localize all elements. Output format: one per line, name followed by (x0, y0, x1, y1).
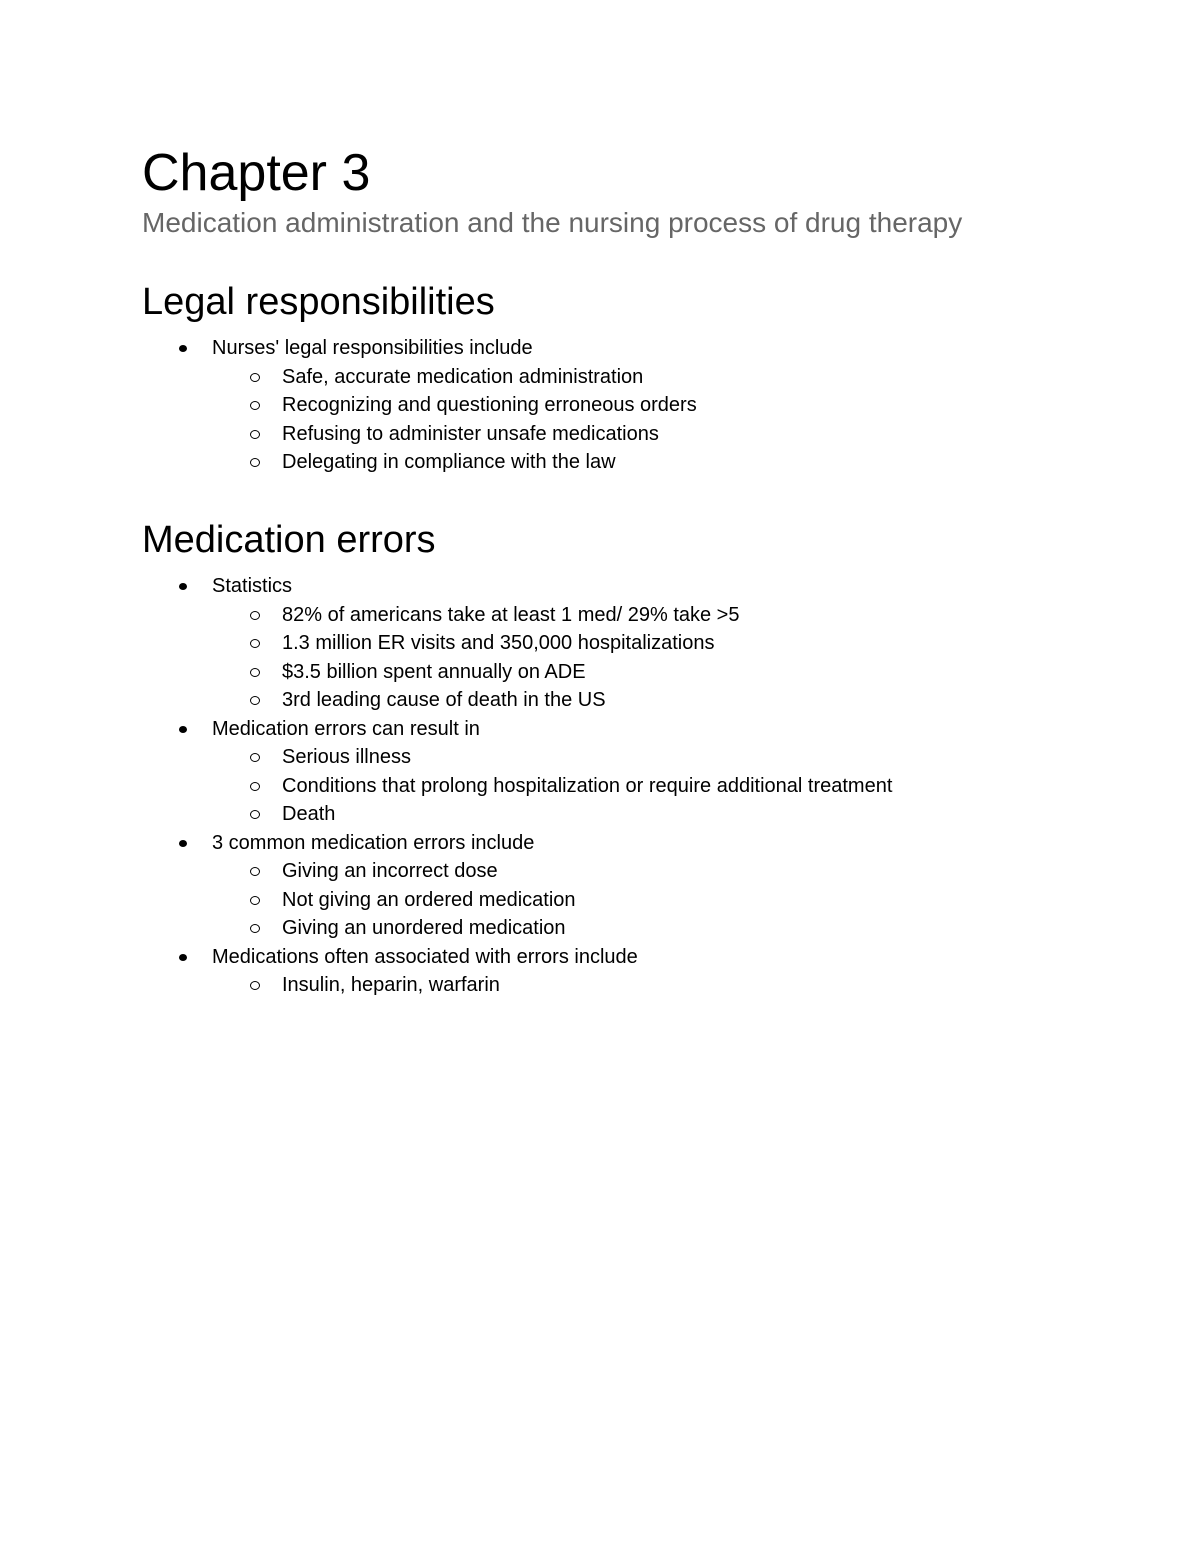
list-item-text: Nurses' legal responsibilities include (212, 337, 533, 359)
sub-list-item-text: Death (282, 803, 336, 825)
sub-list-item-text: Delegating in compliance with the law (282, 451, 616, 473)
sub-list-item-text: 3rd leading cause of death in the US (282, 689, 606, 711)
sub-list-item-text: Giving an unordered medication (282, 917, 566, 939)
sub-list-item-text: Giving an incorrect dose (282, 860, 498, 882)
section-heading-legal-responsibilities: Legal responsibilities (142, 281, 495, 323)
sub-list-item-text: 82% of americans take at least 1 med/ 29% take >5 (282, 603, 740, 626)
sub-list-item-text: Not giving an ordered medication (282, 888, 576, 911)
section-list-medication-errors (142, 572, 1142, 1000)
sub-list-item (142, 420, 1142, 449)
sub-list-item (142, 658, 1142, 687)
sub-list-item-text: $3.5 billion spent annually on ADE (282, 660, 586, 683)
sub-list-item-text: Recognizing and questioning erroneous orders (282, 394, 697, 416)
sub-list-item (142, 971, 1142, 1000)
section-list-legal-responsibilities (142, 334, 1142, 477)
list-item (142, 943, 1142, 972)
sub-list-item-text: Serious illness (282, 746, 411, 768)
sub-list-item-text: Refusing to administer unsafe medications (282, 422, 659, 445)
list-item-text: 3 common medication errors include (212, 831, 535, 854)
sub-list-item (142, 800, 1142, 829)
document-subtitle: Medication administration and the nursing process of drug therapy (142, 207, 963, 238)
sub-list-item-text: Safe, accurate medication administration (282, 365, 644, 388)
list-item (142, 829, 1142, 858)
sub-list-item (142, 448, 1142, 477)
list-item-text: Medication errors can result in (212, 717, 480, 740)
sub-list-item-text: Insulin, heparin, warfarin (282, 974, 500, 996)
sub-list-item (142, 772, 1142, 801)
list-item-text: Medications often associated with errors include (212, 945, 638, 968)
sub-list-item-text: 1.3 million ER visits and 350,000 hospitalizations (282, 632, 715, 654)
sub-list-item (142, 743, 1142, 772)
sub-list-item (142, 629, 1142, 658)
sub-list-item (142, 363, 1142, 392)
sub-list-item (142, 886, 1142, 915)
sub-list-item-text: Conditions that prolong hospitalization or require additional treatment (282, 774, 893, 797)
sub-list-item (142, 391, 1142, 420)
list-item (142, 572, 1142, 601)
document-title: Chapter 3 (142, 144, 371, 202)
sub-list-item (142, 601, 1142, 630)
list-item (142, 715, 1142, 744)
list-item (142, 334, 1142, 363)
sub-list-item (142, 857, 1142, 886)
sub-list-item (142, 914, 1142, 943)
section-heading-medication-errors: Medication errors (142, 519, 436, 561)
sub-list-item (142, 686, 1142, 715)
list-item-text: Statistics (212, 575, 293, 597)
